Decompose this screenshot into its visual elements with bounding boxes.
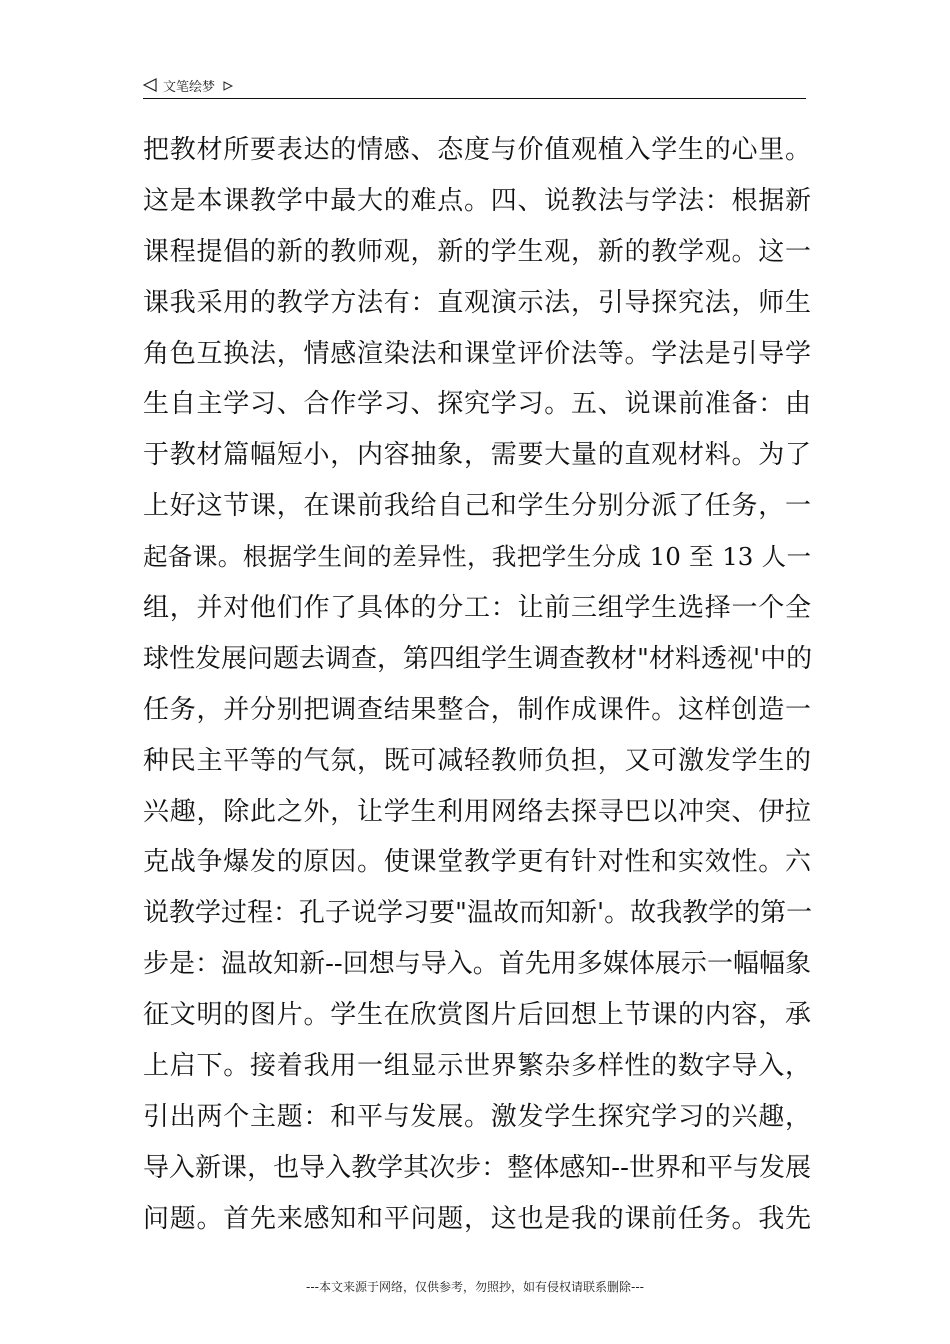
triangle-left-icon <box>143 78 157 92</box>
text-line: 任务，并分别把调查结果整合，制作成课件。这样创造一 <box>143 694 811 725</box>
text-line: 组，并对他们作了具体的分工：让前三组学生选择一个全 <box>143 593 811 624</box>
text-line: 课我采用的教学方法有：直观演示法，引导探究法，师生 <box>143 287 811 318</box>
header-title: 文笔绘梦 <box>163 79 216 95</box>
text-line: 种民主平等的气氛，既可减轻教师负担，又可激发学生的 <box>143 745 811 776</box>
header-divider <box>143 98 806 99</box>
text-line: 于教材篇幅短小，内容抽象，需要大量的直观材料。为了 <box>143 440 811 471</box>
text-line: 球性发展问题去调查，第四组学生调查教材"材料透视'中的 <box>143 643 813 674</box>
text-line: 生自主学习、合作学习、探究学习。五、说课前准备：由 <box>143 389 811 420</box>
text-line: 步是：温故知新--回想与导入。首先用多媒体展示一幅幅象 <box>143 949 811 980</box>
text-line: 说教学过程：孔子说学习要"温故而知新'。故我教学的第一 <box>143 898 813 929</box>
text-line: 问题。首先来感知和平问题，这也是我的课前任务。我先 <box>143 1203 811 1234</box>
text-line: 上启下。接着我用一组显示世界繁杂多样性的数字导入， <box>143 1051 811 1082</box>
text-line: 导入新课，也导入教学其次步：整体感知--世界和平与发展 <box>143 1152 811 1183</box>
text-line: 起备课。根据学生间的差异性，我把学生分成 10 至 13 人一 <box>143 542 811 572</box>
document-body <box>143 128 811 1248</box>
text-line: 角色互换法，情感渲染法和课堂评价法等。学法是引导学 <box>143 338 811 369</box>
text-line: 把教材所要表达的情感、态度与价值观植入学生的心里。 <box>143 135 811 165</box>
text-line: 兴趣，除此之外，让学生利用网络去探寻巴以冲突、伊拉 <box>143 796 811 827</box>
text-line: 引出两个主题：和平与发展。激发学生探究学习的兴趣， <box>143 1101 811 1132</box>
text-line: 课程提倡的新的教师观，新的学生观，新的教学观。这一 <box>143 236 811 267</box>
page-footer: ---本文来源于网络，仅供参考，勿照抄，如有侵权请联系删除--- <box>306 1280 644 1294</box>
page-header <box>143 72 233 98</box>
text-line: 上好这节课，在课前我给自己和学生分别分派了任务，一 <box>143 491 811 522</box>
triangle-right-icon <box>223 80 233 90</box>
text-line: 克战争爆发的原因。使课堂教学更有针对性和实效性。六 <box>143 847 811 878</box>
text-line: 这是本课教学中最大的难点。四、说教法与学法：根据新 <box>143 185 811 216</box>
text-line: 征文明的图片。学生在欣赏图片后回想上节课的内容，承 <box>143 1000 811 1031</box>
